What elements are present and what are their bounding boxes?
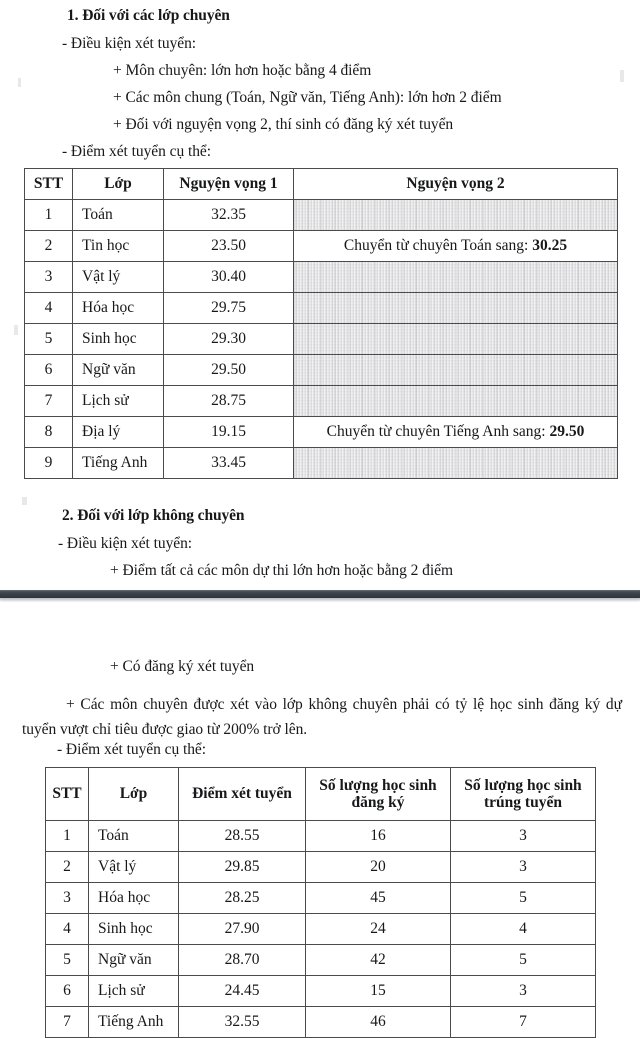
cell-lop: Toán	[89, 821, 179, 852]
table-row	[25, 200, 618, 231]
table-row	[25, 262, 618, 293]
cell-nv1: 29.30	[164, 324, 294, 355]
cell-so-luong-trung-tuyen: 5	[451, 883, 596, 914]
column-header-lop: Lớp	[89, 768, 179, 821]
cell-so-luong-trung-tuyen: 4	[451, 914, 596, 945]
scan-artifact	[14, 325, 18, 335]
cell-lop: Tiếng Anh	[89, 1007, 179, 1038]
cell-lop: Địa lý	[73, 417, 164, 448]
cell-nv1: 28.75	[164, 386, 294, 417]
cell-nv2-empty	[294, 293, 618, 324]
column-header-lop: Lớp	[73, 169, 164, 200]
cell-nv1: 23.50	[164, 231, 294, 262]
cell-so-luong-trung-tuyen: 3	[451, 976, 596, 1007]
section-2-scores-label: - Điểm xét tuyển cụ thể:	[57, 741, 207, 758]
chuyen-table-body	[25, 200, 618, 479]
scan-artifact	[22, 497, 27, 505]
cell-lop: Lịch sử	[73, 386, 164, 417]
table-row	[25, 417, 618, 448]
table-row	[25, 386, 618, 417]
cell-so-luong-dang-ky: 15	[306, 976, 451, 1007]
column-header-stt: STT	[46, 768, 89, 821]
column-header-so-luong-trung-tuyen	[451, 768, 596, 821]
cell-so-luong-dang-ky: 46	[306, 1007, 451, 1038]
section-1-scores-label: - Điểm xét tuyển cụ thể:	[62, 143, 212, 160]
cell-nv1: 29.75	[164, 293, 294, 324]
table-row	[46, 945, 596, 976]
khong-chuyen-scores-table	[45, 767, 596, 1038]
column-header-nv1: Nguyện vọng 1	[164, 169, 294, 200]
cell-diem: 24.45	[179, 976, 306, 1007]
cell-nv1: 33.45	[164, 448, 294, 479]
section-2-heading: 2. Đối với lớp không chuyên	[62, 507, 245, 524]
column-header-line-1: Số lượng học sinh	[464, 776, 582, 794]
cell-stt: 4	[46, 914, 89, 945]
cell-diem: 32.55	[179, 1007, 306, 1038]
cell-so-luong-dang-ky: 24	[306, 914, 451, 945]
column-header-line-2: trúng tuyển	[484, 794, 562, 811]
table-row	[25, 324, 618, 355]
cell-stt: 1	[46, 821, 89, 852]
cell-diem: 27.90	[179, 914, 306, 945]
cell-stt: 2	[46, 852, 89, 883]
cell-nv2-text: Chuyển từ chuyên Toán sang:	[343, 237, 533, 255]
cell-diem: 29.85	[179, 852, 306, 883]
chuyen-scores-table	[24, 168, 618, 479]
cell-stt: 9	[25, 448, 73, 479]
section-1-condition-label: - Điều kiện xét tuyển:	[62, 35, 197, 52]
cell-stt: 6	[46, 976, 89, 1007]
column-header-so-luong-dang-ky	[306, 768, 451, 821]
cell-stt: 7	[46, 1007, 89, 1038]
cell-nv1: 19.15	[164, 417, 294, 448]
table-row	[46, 1007, 596, 1038]
cell-stt: 6	[25, 355, 73, 386]
section-1-bullet-3: + Đối với nguyện vọng 2, thí sinh có đăng ký xét tuyển	[113, 116, 454, 133]
cell-nv1: 32.35	[164, 200, 294, 231]
table-row	[46, 883, 596, 914]
khong-chuyen-table-body	[46, 821, 596, 1038]
cell-lop: Sinh học	[89, 914, 179, 945]
page-break-separator	[0, 590, 640, 598]
cell-nv2-empty	[294, 355, 618, 386]
cell-stt: 5	[25, 324, 73, 355]
cell-nv2	[294, 417, 618, 448]
cell-stt: 5	[46, 945, 89, 976]
cell-nv2-empty	[294, 200, 618, 231]
cell-stt: 4	[25, 293, 73, 324]
cell-lop: Ngữ văn	[89, 945, 179, 976]
table-row	[25, 448, 618, 479]
column-header-line-1: Số lượng học sinh	[319, 776, 437, 794]
cell-stt: 7	[25, 386, 73, 417]
cell-lop: Hóa học	[73, 293, 164, 324]
cell-stt: 3	[46, 883, 89, 914]
section-2-paragraph	[22, 692, 622, 742]
scan-artifact	[620, 70, 624, 82]
cell-stt: 1	[25, 200, 73, 231]
cell-nv2-empty	[294, 324, 618, 355]
cell-nv2-empty	[294, 448, 618, 479]
column-header-stt: STT	[25, 169, 73, 200]
cell-nv1: 30.40	[164, 262, 294, 293]
cell-lop: Vật lý	[73, 262, 164, 293]
table-row	[46, 821, 596, 852]
cell-so-luong-trung-tuyen: 3	[451, 821, 596, 852]
cell-nv2	[294, 231, 618, 262]
section-2-paragraph-text: + Các môn chuyên được xét vào lớp không chuyên phải có tỷ lệ học sinh đăng ký dự tuyển vượt chỉ tiêu được giao từ 200% trở lên.	[22, 696, 622, 738]
cell-so-luong-dang-ky: 20	[306, 852, 451, 883]
cell-nv2-score: 29.50	[549, 423, 585, 441]
scan-artifact	[18, 78, 21, 87]
cell-stt: 2	[25, 231, 73, 262]
cell-lop: Vật lý	[89, 852, 179, 883]
cell-lop: Ngữ văn	[73, 355, 164, 386]
cell-lop: Tiếng Anh	[73, 448, 164, 479]
table-row	[25, 355, 618, 386]
cell-stt: 3	[25, 262, 73, 293]
cell-nv1: 29.50	[164, 355, 294, 386]
table-row	[46, 852, 596, 883]
cell-nv2-empty	[294, 386, 618, 417]
cell-nv2-text: Chuyển từ chuyên Tiếng Anh sang:	[326, 423, 550, 441]
cell-diem: 28.25	[179, 883, 306, 914]
table-header-row	[25, 169, 618, 200]
section-2-bullet-1: + Điểm tất cả các môn dự thi lớn hơn hoặc bằng 2 điểm	[110, 562, 453, 579]
section-1-bullet-1: + Môn chuyên: lớn hơn hoặc bằng 4 điểm	[113, 62, 372, 79]
cell-so-luong-trung-tuyen: 3	[451, 852, 596, 883]
cell-lop: Tin học	[73, 231, 164, 262]
cell-stt: 8	[25, 417, 73, 448]
table-row	[46, 976, 596, 1007]
cell-lop: Sinh học	[73, 324, 164, 355]
cell-so-luong-dang-ky: 45	[306, 883, 451, 914]
table-row	[25, 231, 618, 262]
section-2-condition-label: - Điều kiện xét tuyển:	[58, 535, 193, 552]
section-1-bullet-2: + Các môn chung (Toán, Ngữ văn, Tiếng Anh): lớn hơn 2 điểm	[113, 89, 502, 106]
section-2-bullet-2: + Có đăng ký xét tuyển	[110, 658, 255, 675]
cell-nv2-empty	[294, 262, 618, 293]
cell-so-luong-dang-ky: 42	[306, 945, 451, 976]
cell-so-luong-dang-ky: 16	[306, 821, 451, 852]
cell-lop: Toán	[73, 200, 164, 231]
cell-lop: Lịch sử	[89, 976, 179, 1007]
table-row	[25, 293, 618, 324]
table-header-row	[46, 768, 596, 821]
cell-diem: 28.55	[179, 821, 306, 852]
section-1-heading: 1. Đối với các lớp chuyên	[67, 7, 230, 24]
cell-so-luong-trung-tuyen: 7	[451, 1007, 596, 1038]
table-row	[46, 914, 596, 945]
cell-nv2-score: 30.25	[532, 237, 568, 255]
column-header-nv2: Nguyện vọng 2	[294, 169, 618, 200]
cell-diem: 28.70	[179, 945, 306, 976]
cell-so-luong-trung-tuyen: 5	[451, 945, 596, 976]
cell-lop: Hóa học	[89, 883, 179, 914]
column-header-diem-xet-tuyen: Điểm xét tuyển	[179, 768, 306, 821]
column-header-line-2: đăng ký	[351, 794, 405, 811]
